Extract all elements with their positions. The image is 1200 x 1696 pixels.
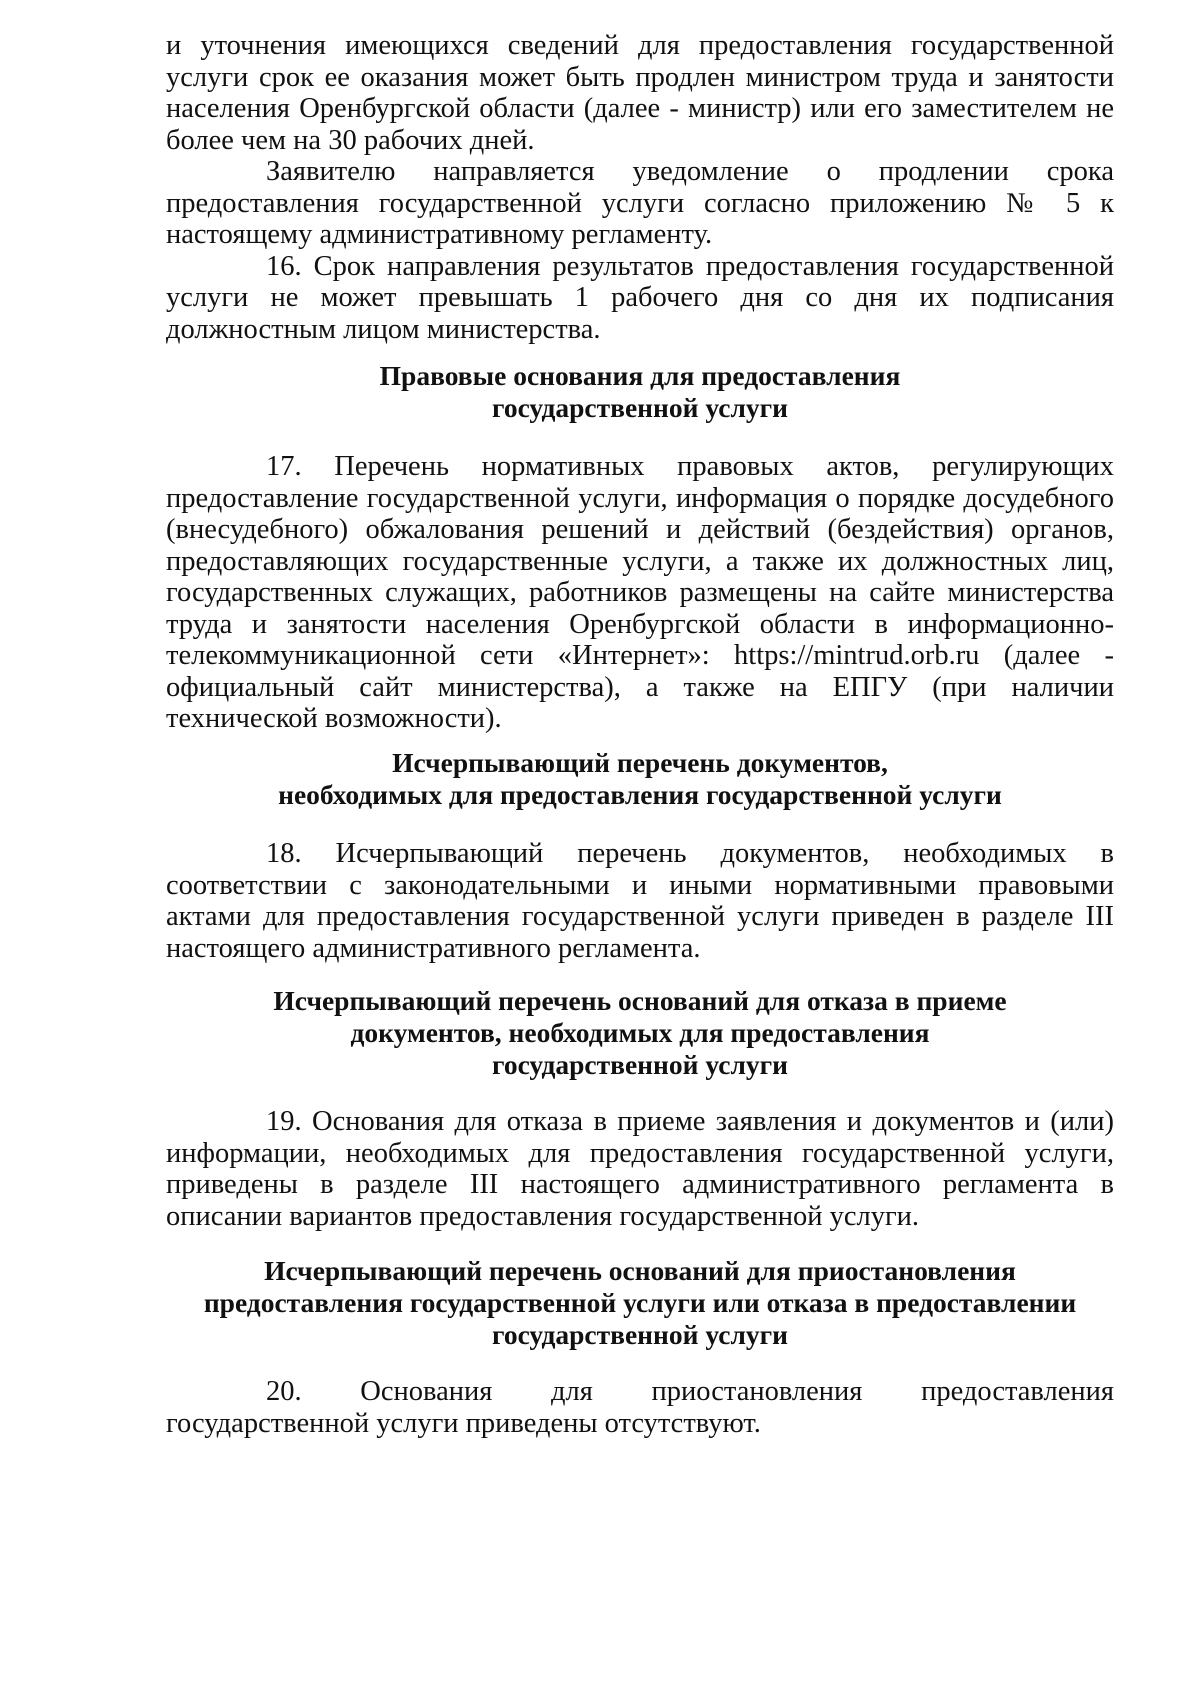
heading-suspension [166,1255,1114,1351]
opening-paragraphs [166,30,1114,345]
heading-documents [166,747,1114,811]
heading-line: необходимых для предоставления государственной услуги [278,779,1002,810]
heading-line: Исчерпывающий перечень документов, [392,747,888,778]
section-suspension-body [166,1376,1114,1439]
heading-legal-basis [166,360,1114,424]
paragraph-16: 16. Срок направления результатов предоставления государственной услуги не может превышать 1 рабочего дня со дня их подписания должностным лицом министерства. [166,250,1114,345]
paragraph-notification: Заявителю направляется уведомление о продлении срока предоставления государственной услуги согласно приложению № 5 к настоящему административному регламенту. [166,156,1114,250]
heading-line: документов, необходимых для предоставления [350,1017,930,1048]
paragraph-18: 18. Исчерпывающий перечень документов, необходимых в соответствии с законодательными и иными нормативными правовыми актами для предоставления государственной услуги приведен в разделе III настоящего административного регламента. [166,838,1114,964]
heading-refusal-reception [166,985,1114,1081]
section-refusal-reception-body [166,1106,1114,1232]
heading-line: предоставления государственной услуги или отказа в предоставлении [203,1287,1077,1318]
paragraph-19: 19. Основания для отказа в приеме заявления и документов и (или) информации, необходимых для предоставления государственной услуги, приведены в разделе III настоящего административного регламента в описании вариантов предоставления государственной услуги. [166,1106,1114,1232]
heading-line: государственной услуги [492,1319,788,1350]
heading-line: Исчерпывающий перечень оснований для отказа в приеме [273,985,1007,1016]
section-documents-body [166,838,1114,964]
section-legal-basis-body [166,451,1114,735]
paragraph-20: 20. Основания для приостановления предоставления государственной услуги приведены отсутствуют. [166,1376,1114,1439]
paragraph-term-extension: и уточнения имеющихся сведений для предоставления государственной услуги срок ее оказания может быть продлен министром труда и занятости населения Оренбургской области (далее - министр) или его заместителем не более чем на 30 рабочих дней. [166,30,1114,156]
heading-line: Правовые основания для предоставления [379,360,901,391]
heading-line: государственной услуги [492,1049,788,1080]
heading-line: Исчерпывающий перечень оснований для приостановления [264,1255,1016,1286]
paragraph-17: 17. Перечень нормативных правовых актов, регулирующих предоставление государственной услуги, информация о порядке досудебного (внесудебного) обжалования решений и действий (бездействия) органов, предоставляющих государственные услуги, а также их должностных лиц, государственных служащих, работников размещены на сайте министерства труда и занятости населения Оренбургской области в информационно-телекоммуникационной сети «Интернет»: https://mintrud.orb.ru (далее - официальный сайт министерства), а также на ЕПГУ (при наличии технической возможности). [166,451,1114,734]
heading-line: государственной услуги [492,392,788,423]
